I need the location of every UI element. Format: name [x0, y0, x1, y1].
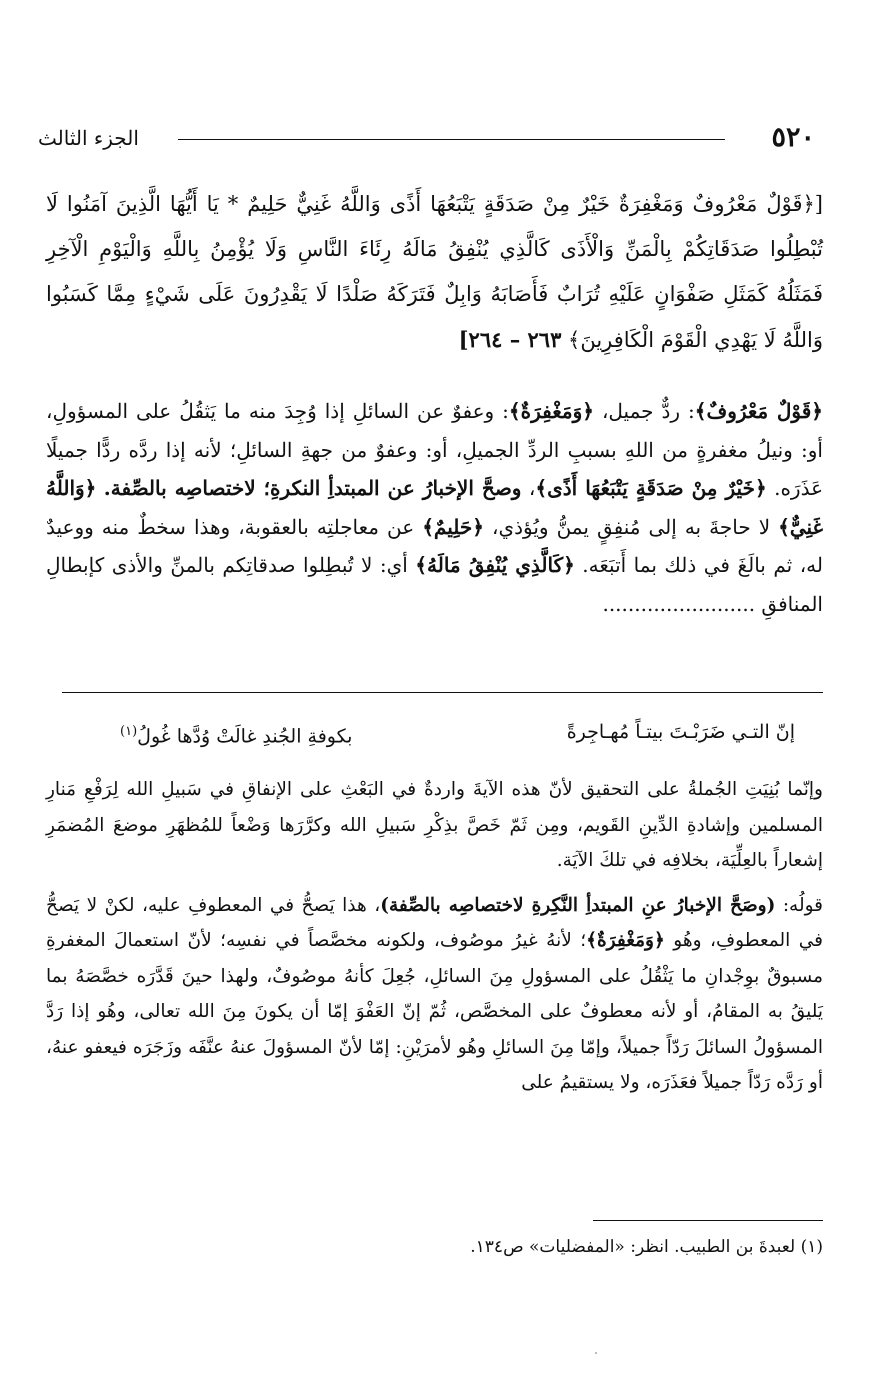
poem-hemistich-second-text: بكوفةِ الجُندِ غالَتْ وُدَّها غُولُ: [137, 725, 353, 748]
gloss-intro: قولُه:: [775, 894, 824, 916]
gloss-text: ؛ لأنهُ غيرُ موصُوف، ولكونه مخصَّصاً في نفسِه؛ لأنّ استعمالَ المغفرةِ مسبوقٌ بوِجْدانِ ما يَثْقُلُ على المسؤولِ مِنَ السائلِ، جُعِلَ كأنهُ موصُوفٌ، ولهذا حينَ قَدَّرَه خصَّصَهُ بما يَليقُ به المقامُ، أو لأنه معطوفٌ على المخصَّص، ثُمّ إنّ العَفْوَ إمّا أن يكونَ مِنَ الله تعالى، وهُو إذا رَدَّ المسؤولُ السائلَ رَدّاً جميلاً، وإمّا مِنَ السائلِ وهُو لأمرَيْنِ: إمّا لأنّ المسؤولَ عنهُ عنَّفَه وزَجَرَه فيعفو عنهُ، أو رَدَّه رَدّاً جميلاً فعَذَرَه، ولا يستقيمُ على: [46, 930, 823, 1093]
quote-maghfira: ﴿وَمَغْفِرَةٌ﴾: [508, 399, 594, 423]
commentary-text: : ردٌّ جميل،: [593, 399, 695, 423]
gloss-paragraph-2: [46, 888, 823, 1101]
gloss-quoted-lemma: (وصَحَّ الإخبارُ عنِ المبتدأِ النَّكِرةِ لاختصاصِه بالصِّفة): [380, 894, 776, 916]
commentary-text: ،: [521, 476, 536, 500]
poetry-line: [80, 712, 795, 752]
page-number: ٥٢٠: [771, 122, 815, 153]
verse-reference: ٢٦٣ – ٢٦٤]: [458, 327, 562, 352]
quote-qawl-maruf: ﴿قَوْلٌ مَعْرُوفٌ﴾: [694, 399, 823, 423]
verse-text: [﴿قَوْلٌ مَعْرُوفٌ وَمَغْفِرَةٌ خَيْرٌ مِنْ صَدَقَةٍ يَتْبَعُهَا أَذًى وَاللَّهُ غَنِيٌّ حَلِيمٌ * يَا أَيُّهَا الَّذِينَ آمَنُوا لَا تُبْطِلُوا صَدَقَاتِكُمْ بِالْمَنِّ وَالْأَذَى كَالَّذِي يُنْفِقُ مَالَهُ رِئَاءَ النَّاسِ وَلَا يُؤْمِنُ بِاللَّهِ وَالْيَوْمِ الْآخِرِ فَمَثَلُهُ كَمَثَلِ صَفْوَانٍ عَلَيْهِ تُرَابٌ فَأَصَابَهُ وَابِلٌ فَتَرَكَهُ صَلْدًا لَا يَقْدِرُونَ عَلَى شَيْءٍ مِمَّا كَسَبُوا وَاللَّهُ لَا يَهْدِي الْقَوْمَ الْكَافِرِينَ﴾: [46, 192, 823, 352]
page-header: [38, 120, 815, 156]
quote-halim: ﴿حَلِيمٌ﴾: [422, 514, 484, 539]
footnote-marker: (١): [120, 724, 138, 739]
section-divider: [62, 692, 823, 693]
footnote: (١) لعبدةَ بن الطبيب. انظر: «المفضليات» ص١٣٤.: [470, 1237, 823, 1257]
quote-maghfira: ﴿وَمَغْفِرَةٌ﴾: [586, 930, 665, 951]
quran-verse-block: [46, 182, 823, 363]
quote-kalladhi-yunfiq: ﴿كَالَّذِي يُنْفِقُ مَالَهُ﴾: [415, 553, 575, 577]
commentary-text: [96, 476, 103, 500]
footnote-rule: [593, 1220, 823, 1221]
part-title: الجزء الثالث: [38, 126, 139, 150]
header-rule: [178, 139, 725, 140]
commentary-text: عن معاجلتِه بالعقوبة، وهذا سخطٌ منه ووعيدٌ له، ثم بالَغَ في ذلك بما أَتبَعَه.: [46, 514, 823, 577]
gloss-paragraph-1: وإنّما بُنِيَتِ الجُملةُ على التحقيق لأنّ هذه الآيةَ واردةٌ في البَعْثِ على الإنفاقِ في سَبيلِ الله لِرَفْعِ مَنارِ المسلمين وإشادةِ الدِّينِ القَويم، ومِن ثَمّ خَصَّ بذِكْرِ سَبيلِ الله وكرَّرَها وَضْعاً للمُظهَرِ موضعَ المُضمَرِ إشعاراً بالعِلِّيَة، بخلافِه في تلكَ الآيَة.: [46, 779, 823, 871]
quote-khayr-min-sadaqa: ﴿خَيْرٌ مِنْ صَدَقَةٍ يَتْبَعُهَا أَذًى﴾: [535, 476, 767, 500]
commentary-text: لا حاجةَ به إلى مُنفِقٍ يمنُّ ويُؤذي،: [483, 514, 779, 539]
gloss-text: ، هذا يَصحُّ في المعطوفِ عليه، لكنْ لا يَصحُّ في المعطوفِ، وهُو: [46, 894, 823, 951]
poem-hemistich-second: [120, 712, 352, 756]
commentary-text: : وعفوٌ عن السائلِ إذا وُجِدَ منه ما يَثقُلُ على المسؤولِ، أو: ونيلُ مغفرةٍ من اللهِ بسببِ الردِّ الجميلِ، أو: وعفوٌ من جهةِ السائلِ؛ لأنه إذا ردَّه ردًّا جميلًا عَذَرَه.: [46, 399, 824, 500]
poem-hemistich-first: إنّ التـي ضَرَبْـتَ بيتـاً مُهـاجِرةً: [566, 721, 795, 743]
main-commentary: [46, 392, 823, 623]
gloss-commentary: [46, 772, 823, 1110]
commentary-text: أي: لا تُبطِلوا صدقاتِكم بالمنِّ والأذى كإبطالِ المنافقِ: [46, 553, 823, 616]
commentary-bold-note: وصحَّ الإخبارُ عن المبتدأِ النكرةِ؛ لاختصاصِه بالصِّفة.: [103, 476, 522, 500]
scan-speck: [595, 1352, 597, 1354]
quote-allah-ghani: ﴿وَاللَّهُ غَنِيٌّ﴾: [46, 476, 823, 539]
continuation-dots: ........................: [602, 591, 762, 616]
